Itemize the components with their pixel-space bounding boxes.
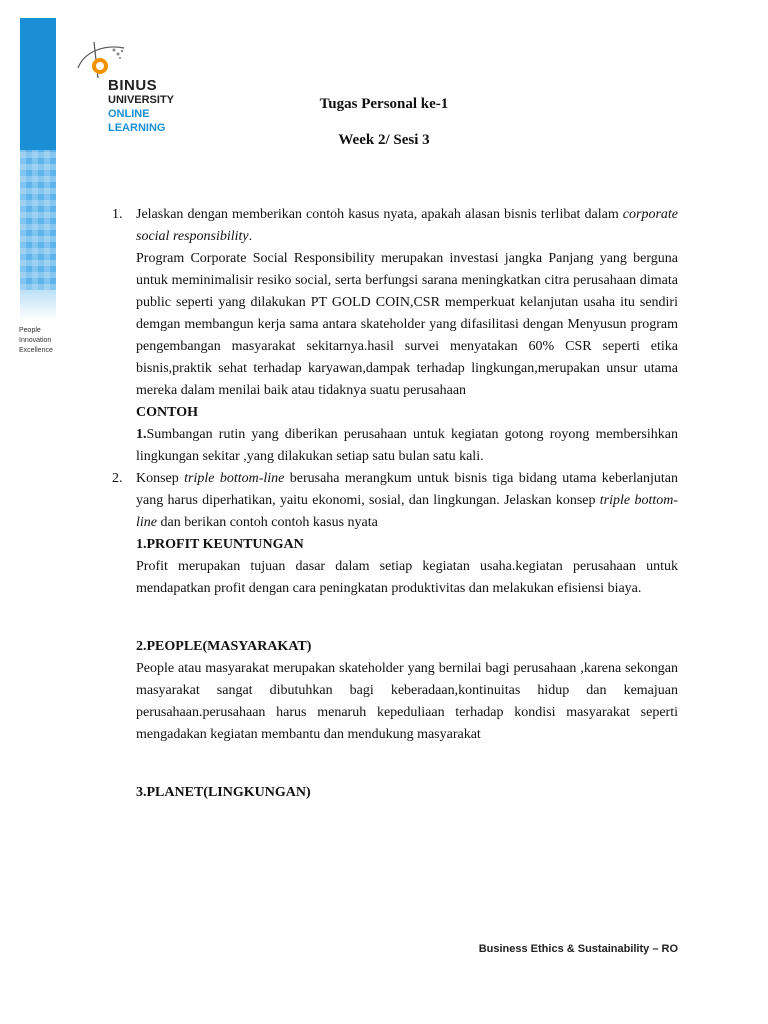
- stripe-mosaic: [20, 150, 56, 290]
- question-text-end: dan berikan contoh contoh kasus nyata: [157, 515, 378, 530]
- side-stripe: [20, 18, 56, 290]
- document-subtitle: Week 2/ Sesi 3: [338, 132, 430, 148]
- logo-binus: BINUS: [108, 77, 158, 94]
- binus-logo-icon: [74, 38, 134, 82]
- contoh-1-paragraph: [136, 424, 678, 468]
- tagline-line: Excellence: [19, 347, 53, 354]
- question-number: 2.: [112, 471, 123, 486]
- question-emphasis: triple bottom-line: [184, 471, 285, 486]
- profit-heading: 1.PROFIT KEUNTUNGAN: [136, 537, 304, 552]
- question-1: [112, 204, 678, 248]
- question-emphasis: corporate social responsibility: [136, 207, 678, 244]
- question-emphasis: triple bottom-line: [136, 493, 678, 530]
- question-text: Konsep: [136, 471, 185, 486]
- people-paragraph: People atau masyarakat merupakan skateholder yang bernilai bagi perusahaan ,karena sekongan masyarakat sangat dibutuhkan bagi keberadaan,kontinuitas hidup dan kemajuan perusahaan.perusahaan harus menaruh kepeduliaan terhadap kondisi masyarakat seperti mengadakan kegiatan membantu dan mendukung masyarakat: [136, 661, 678, 742]
- logo-university: UNIVERSITY: [108, 94, 175, 106]
- question-text: berusaha merangkum untuk bisnis tiga bidang utama keberlanjutan yang harus diperhatikan, yaitu ekonomi, sosial, dan lingkungan. Jelaskan konsep: [136, 471, 678, 508]
- profit-paragraph: Profit merupakan tujuan dasar dalam setiap kegiatan usaha.kegiatan perusahaan untuk mendapatkan profit dengan cara peningkatan produktivitas dan melakukan efisiensi biaya.: [136, 559, 678, 596]
- logo-learning: LEARNING: [108, 122, 166, 134]
- document-body: [112, 204, 678, 804]
- stripe-fade: [20, 290, 56, 320]
- tagline: [19, 326, 53, 356]
- answer-1-paragraph: Program Corporate Social Responsibility merupakan investasi jangka Panjang yang berguna untuk meminimalisir resiko social, serta berfungsi sarana meningkatkan citra perusahaan dimata public seperti yang dilakukan PT GOLD COIN,CSR memperkuat kelanjutan usaha itu sendiri demgan membangun kerja sama antara skateholder yang difasilitasi dengan Menyusun program pengembangan masyarakat sekitarnya.hasil survei menyatakan 60% CSR seperti etika bisnis,praktik sehat terhadap karyawan,dampak terhadap lingkungan,merupakan unsur utama mereka dalam menilai baik atau tidaknya suatu perusahaan: [136, 251, 678, 398]
- question-text-end: .: [248, 229, 253, 244]
- question-2: [112, 468, 678, 534]
- people-heading: 2.PEOPLE(MASYARAKAT): [136, 639, 312, 654]
- document-title: Tugas Personal ke-1: [319, 96, 449, 112]
- contoh-text: Sumbangan rutin yang diberikan perusahaan untuk kegiatan gotong royong membersihkan lingkungan sekitar ,yang dilakukan setiap satu bulan satu kali.: [136, 427, 678, 464]
- page-footer: Business Ethics & Sustainability – RO: [478, 943, 678, 955]
- tagline-line: Innovation: [19, 337, 52, 344]
- contoh-heading: CONTOH: [136, 405, 198, 420]
- question-text: Jelaskan dengan memberikan contoh kasus nyata, apakah alasan bisnis terlibat dalam: [136, 207, 623, 222]
- logo-online: ONLINE: [108, 108, 150, 120]
- contoh-number: 1.: [136, 427, 147, 442]
- planet-heading: 3.PLANET(LINGKUNGAN): [136, 785, 311, 800]
- tagline-line: People: [19, 327, 41, 334]
- question-number: 1.: [112, 207, 123, 222]
